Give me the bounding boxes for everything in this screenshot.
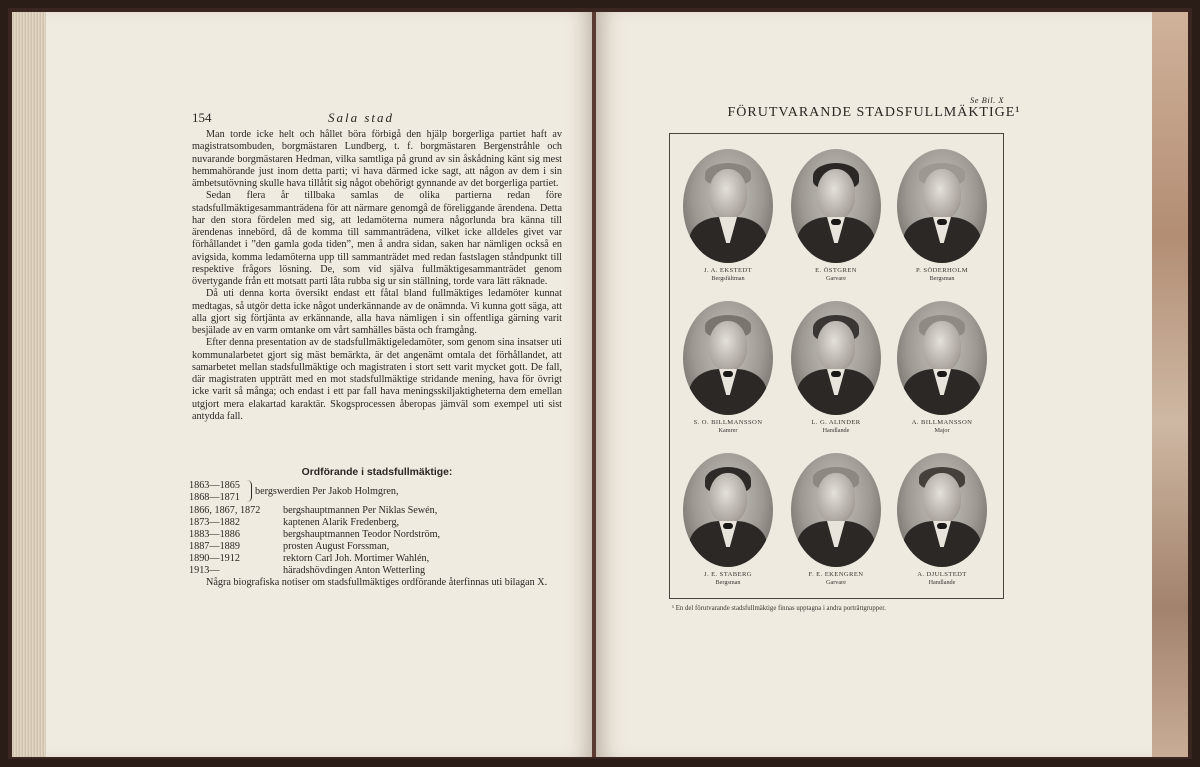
portrait-role: Bergsfältman <box>711 275 745 282</box>
portrait <box>678 453 778 586</box>
portrait-role: Kamrer <box>718 427 738 434</box>
portrait-photo <box>897 149 987 263</box>
chair-name: bergshauptmannen Teodor Nordström, <box>283 529 441 540</box>
running-header <box>192 110 562 124</box>
chair-name: bergshauptmannen Per Niklas Sewén, <box>283 505 438 516</box>
chair-years: 1913— <box>189 565 220 576</box>
chair-years: 1890—1912 <box>189 553 240 564</box>
chair-years: 1863—1865 <box>189 480 240 491</box>
chair-years: 1873—1882 <box>189 517 240 528</box>
right-page <box>596 12 1152 757</box>
chair-years: 1883—1886 <box>189 529 240 540</box>
portrait-role: Bergsman <box>929 275 955 282</box>
left-page <box>46 12 594 757</box>
portrait-role: Garvare <box>826 275 846 282</box>
portrait-name: J. E. STABERG <box>704 571 752 578</box>
portrait-name: S. O. BILLMANSSON <box>693 419 763 426</box>
see-reference: Se Bil. X <box>970 95 1005 105</box>
portrait-role: Major <box>934 427 950 434</box>
portrait <box>892 453 992 586</box>
portrait-photo <box>791 453 881 567</box>
brace <box>247 480 252 502</box>
portrait <box>786 301 886 434</box>
footnote: ¹ En del förutvarande stadsfullmäktige finnas upptagna i andra porträttgrupper. <box>672 605 886 612</box>
portrait-role: Handlande <box>928 579 956 586</box>
portrait <box>786 149 886 282</box>
portrait-photo <box>897 453 987 567</box>
chair-name: prosten August Forssman, <box>283 541 390 552</box>
chair-heading: Ordförande i stadsfullmäktige: <box>301 467 453 478</box>
portrait-photo <box>683 149 773 263</box>
body-text <box>192 129 562 423</box>
chair-years: 1887—1889 <box>189 541 240 552</box>
portrait-name: J. A. EKSTEDT <box>703 267 753 274</box>
paragraph: Då uti denna korta översikt endast ett fåtal bland fullmäktiges ledamöter kunnat medtagas, så utgör detta icke något underkännande av de onämnda. Vi kunna gott säga, att alla gjort sig förtjänta av erkännande, alla hava nämligen i sin offentliga gärning varit besjälade av en varm omtanke om vårt samhälles bästa och framgång. <box>192 288 562 336</box>
chair-name: kaptenen Alarik Fredenberg, <box>283 517 400 528</box>
portrait <box>786 453 886 586</box>
chair-name: rektorn Carl Joh. Mortimer Wahlén, <box>283 553 430 564</box>
chair-years: 1866, 1867, 1872 <box>189 505 261 516</box>
portrait <box>892 149 992 282</box>
portrait-role: Handlande <box>822 427 850 434</box>
portrait-photo <box>791 149 881 263</box>
portrait-name: A. DJULSTEDT <box>917 571 967 578</box>
paragraph: Några biografiska notiser om stadsfullmäktiges ordförande återfinnas uti bilagan X. <box>206 577 548 588</box>
closing-text <box>192 577 562 589</box>
portrait <box>678 149 778 282</box>
portrait-name: P. SÖDERHOLM <box>915 267 969 274</box>
chair-name: häradshövdingen Anton Wetterling <box>283 565 426 576</box>
paragraph: Efter denna presentation av de stadsfullmäktigeledamöter, som genom sina insatser uti kommunalarbetet gjort sig mäst bemärkta, är det angenämt omtala det förhållandet, att samarbetet mellan stadsfullmäktige och magistraten i stort sett varit mycket gott. De fall, där magistraten uppträtt med en mot stadsfullmäktige stridande mening, hava för övrigt icke varit så många; och endast i ett par fall hava meningsskiljaktigheterna dem emellan utgjort mera elakartad karaktär. Skogsprocessen åberopas jämväl som exempel uti sist antydda fall. <box>192 337 562 422</box>
portrait-name: A. BILLMANSSON <box>911 419 973 426</box>
portrait-name: L. G. ALINDER <box>811 419 861 426</box>
paragraph: Sedan flera år tillbaka samlas de olika partierna redan före stadsfullmäktigesammanträdena för att närmare genomgå de föreliggande ärendena. Detta har den stora fördelen med sig, att ledamöterna numera någorlunda bra känna till ärendenas innebörd, då de komma till sammanträdena, vilket icke alldeles givet var förhållandet i ”den gamla goda tiden”, men å andra sidan, saken har nämligen också en avigsida, komma ledamöterna upp till sammanträdet med redan fastslagen ståndpunkt till respektive frågors lösning. De, som vid själva fullmäktigesammanträdet genom övertygande från ett motsatt parti låta rubba sig ur sin ställning, torde vara lätt räknade. <box>192 190 562 287</box>
page-edges-left <box>12 12 48 757</box>
portrait-role: Bergsman <box>715 579 741 586</box>
portrait-photo <box>897 301 987 415</box>
paragraph: Man torde icke helt och hållet böra förbigå den hjälp borgerliga partiet haft av magistratsombuden, borgmästaren Lundberg, t. f. borgmästaren Bergenstråhle och nuvarande borgmästaren Hedman, vilka samtliga på grund av sin åskådning känt sig mest hemmahörande just inom detta parti; vi hava därmed icke sagt, att någon av dem i sin ämbetsutövning skulle hava tillåtit sig något obehörigt gynnande av det borgerliga partiet. <box>192 129 562 189</box>
portrait-plate <box>669 133 1004 599</box>
portrait <box>892 301 992 434</box>
chair-years: 1868—1871 <box>189 492 240 503</box>
portrait <box>678 301 778 434</box>
portrait-name: E. ÖSTGREN <box>815 267 857 274</box>
portrait-photo <box>791 301 881 415</box>
page-number: 154 <box>192 110 212 125</box>
portrait-photo <box>683 453 773 567</box>
page-title: FÖRUTVARANDE STADSFULLMÄKTIGE¹ <box>727 105 1021 120</box>
page-edges-right <box>1148 12 1188 757</box>
portrait-photo <box>683 301 773 415</box>
chair-name: bergswerdien Per Jakob Holmgren, <box>255 486 399 497</box>
running-title: Sala stad <box>328 110 395 125</box>
portrait-role: Garvare <box>826 579 846 586</box>
portrait-name: F. E. EKENGREN <box>808 571 864 578</box>
